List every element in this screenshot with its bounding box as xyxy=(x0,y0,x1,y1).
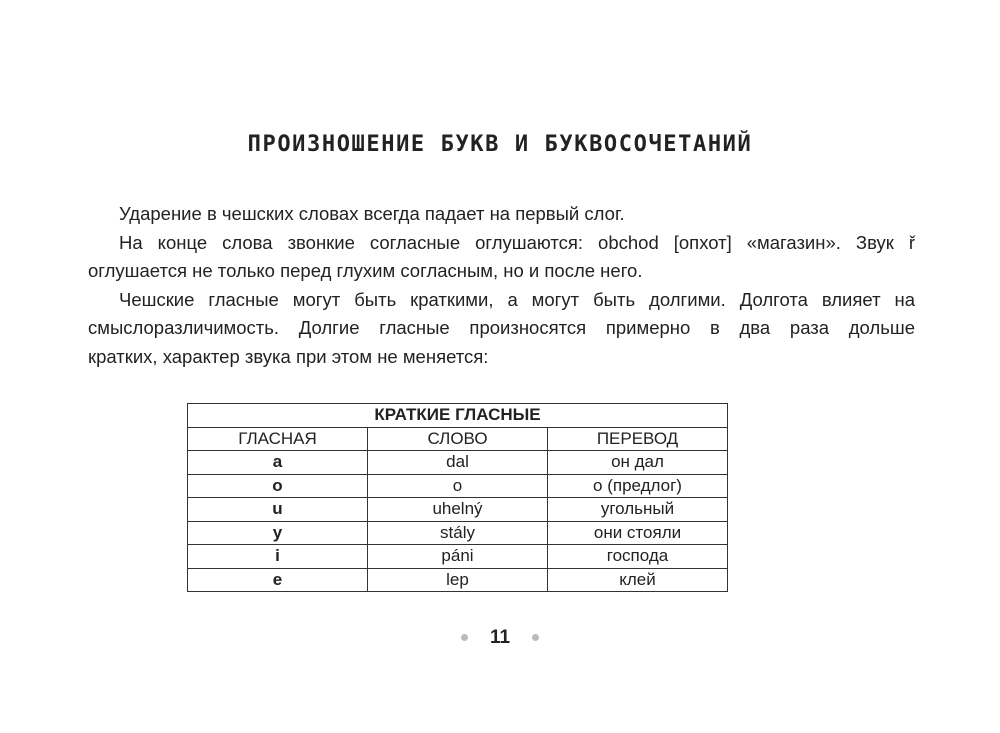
text-line: На конце слова звонкие согласные оглушаются: obchod [опхот] «магазин». Звук ř xyxy=(119,231,915,253)
translation-cell: он дал xyxy=(548,451,728,475)
translation-cell: o (предлог) xyxy=(548,474,728,498)
column-header: ПЕРЕВОД xyxy=(548,427,728,451)
page-number-text: 11 xyxy=(489,627,511,648)
vowel-cell: u xyxy=(188,498,368,522)
text-line: смыслоразличимость. Долгие гласные произносятся примерно в два раза дольше xyxy=(88,317,915,339)
dot-decoration-icon xyxy=(461,634,468,641)
translation-cell: господа xyxy=(548,545,728,569)
text-line: кратких, характер звука при этом не меняется: xyxy=(88,345,489,367)
word-cell: stály xyxy=(368,521,548,545)
translation-cell: угольный xyxy=(548,498,728,522)
page-title: ПРОИЗНОШЕНИЕ БУКВ И БУКВОСОЧЕТАНИЙ xyxy=(247,132,753,157)
column-header: ГЛАСНАЯ xyxy=(188,427,368,451)
table-row xyxy=(188,568,728,592)
page-number xyxy=(0,627,1000,649)
word-cell: uhelný xyxy=(368,498,548,522)
vowel-cell: i xyxy=(188,545,368,569)
paragraph xyxy=(88,229,915,286)
word-cell: lep xyxy=(368,568,548,592)
column-header: СЛОВО xyxy=(368,427,548,451)
table-row xyxy=(188,474,728,498)
paragraph xyxy=(88,286,915,372)
text-line: Чешские гласные могут быть краткими, а могут быть долгими. Долгота влияет на xyxy=(119,288,915,310)
table-row xyxy=(188,498,728,522)
table-caption: КРАТКИЕ ГЛАСНЫЕ xyxy=(188,404,728,428)
dot-decoration-icon xyxy=(532,634,539,641)
translation-cell: клей xyxy=(548,568,728,592)
vowel-cell: o xyxy=(188,474,368,498)
vowel-cell: y xyxy=(188,521,368,545)
paragraph xyxy=(88,200,915,229)
short-vowels-table xyxy=(187,403,728,592)
table-row xyxy=(188,521,728,545)
table-row xyxy=(188,451,728,475)
table-row xyxy=(188,545,728,569)
text-line: Ударение в чешских словах всегда падает на первый слог. xyxy=(119,203,625,224)
translation-cell: они стояли xyxy=(548,521,728,545)
word-cell: o xyxy=(368,474,548,498)
body-text xyxy=(88,200,915,372)
text-line: оглушается не только перед глухим согласным, но и после него. xyxy=(88,260,643,282)
vowel-cell: e xyxy=(188,568,368,592)
word-cell: dal xyxy=(368,451,548,475)
word-cell: páni xyxy=(368,545,548,569)
vowel-cell: a xyxy=(188,451,368,475)
table-header-row xyxy=(188,427,728,451)
